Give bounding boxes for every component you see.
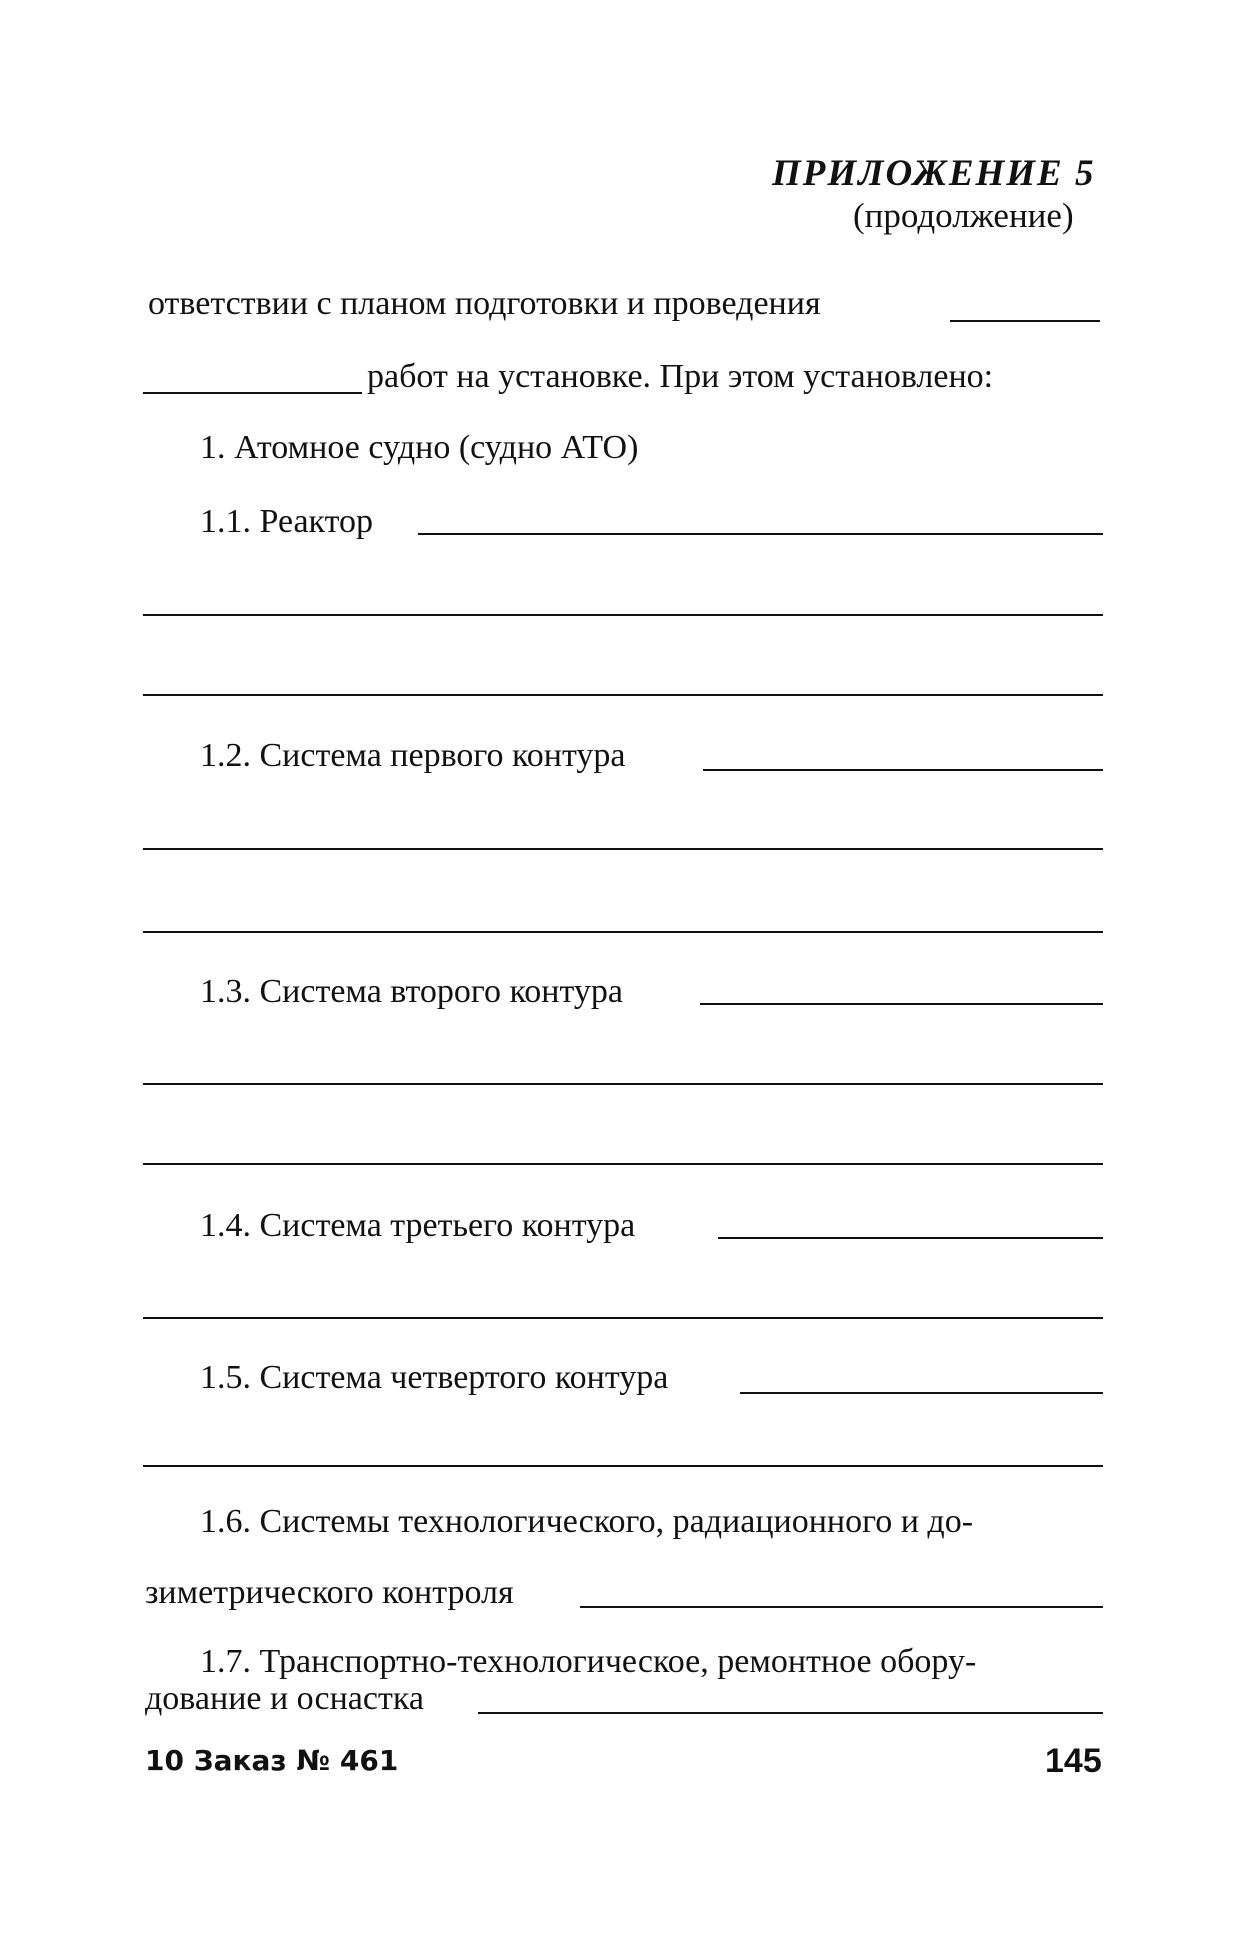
blank-line-intro-1 [950, 320, 1100, 322]
blank-line-1-5-b [143, 1465, 1103, 1467]
item-1-7-line-2: дование и оснастка [145, 1680, 424, 1717]
item-1-title: 1. Атомное судно (судно АТО) [200, 429, 639, 466]
blank-line-1-5-a [740, 1392, 1103, 1394]
blank-line-1-3-a [700, 1003, 1103, 1005]
intro-line-1: ответствии с планом подготовки и проведения [148, 285, 821, 322]
blank-line-1-6 [580, 1606, 1103, 1608]
page-number: 145 [1045, 1742, 1102, 1780]
item-1-3-label: 1.3. Система второго контура [200, 973, 623, 1010]
blank-line-1-4-b [143, 1317, 1103, 1319]
item-1-5-label: 1.5. Система четвертого контура [200, 1359, 669, 1396]
blank-line-1-3-b [143, 1083, 1103, 1085]
blank-line-1-2-b [143, 848, 1103, 850]
blank-line-1-4-a [718, 1237, 1103, 1239]
continuation-label: (продолжение) [853, 196, 1074, 235]
blank-line-1-2-a [703, 769, 1103, 771]
blank-line-1-7 [478, 1712, 1103, 1714]
item-1-2-label: 1.2. Система первого контура [200, 737, 626, 774]
blank-line-1-1-b [143, 614, 1103, 616]
print-signature: 10 Заказ № 461 [145, 1744, 399, 1777]
item-1-6-text-a: 1.6. Системы технологического, радиационного и до- [200, 1503, 974, 1540]
item-1-6-line-1 [200, 1502, 1100, 1542]
blank-line-1-1-a [418, 533, 1103, 535]
item-1-4-label: 1.4. Система третьего контура [200, 1207, 636, 1244]
blank-line-1-3-c [143, 1163, 1103, 1165]
intro-line-2: работ на установке. При этом установлено: [367, 358, 994, 395]
item-1-6-line-2: зиметрического контроля [145, 1574, 514, 1611]
blank-line-1-1-c [143, 694, 1103, 696]
blank-line-intro-2 [143, 392, 362, 394]
appendix-heading: ПРИЛОЖЕНИЕ 5 [772, 153, 1096, 194]
item-1-1-label: 1.1. Реактор [200, 503, 374, 540]
blank-line-1-2-c [143, 931, 1103, 933]
item-1-7-line-1: 1.7. Транспортно-технологическое, ремонтное обору- [200, 1643, 977, 1680]
